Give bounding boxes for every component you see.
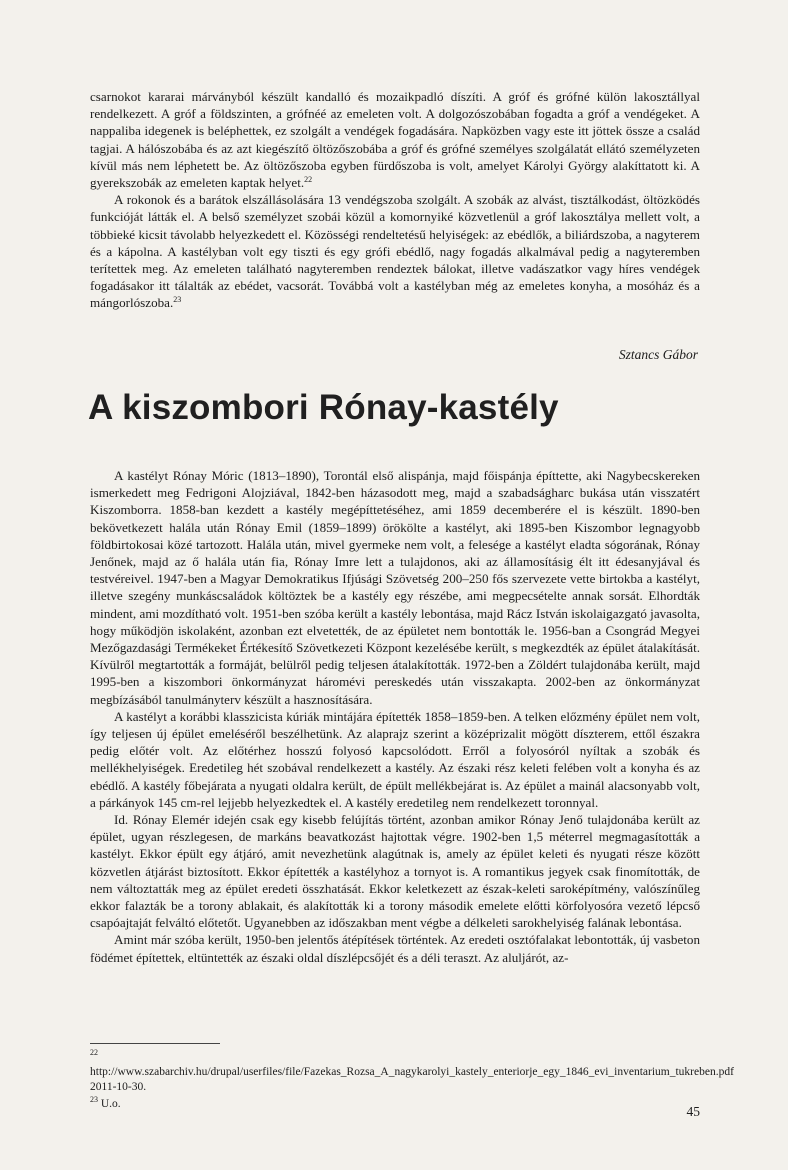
- paragraph: A kastélyt Rónay Móric (1813–1890), Torontál első alispánja, majd főispánja építtette, aki Nagybecskereken ismerkedett meg Fedrigoni Alojziával, 1842-ben házasodott meg, majd a szabadságharc bukása után visszatért Kiszomborra. 1858-ban kezdett a kastély megépíttetéséhez, ami 1859 decemberére el is készült. 1890-ben bekövetkezett halála után Rónay Emil (1859–1899) örökölte a kastélyt, aki 1895-ben Kiszombor legnagyobb földbirtokosai közé tartozott. Halála után, mivel gyermeke nem volt, a felesége a kastélyt eladta sógorának, Rónay Jenőnek, majd az ő halála után fia, Rónay Imre lett a tulajdonos, aki az államosításig élt itt édesanyjával és testvéreivel. 1947-ben a Magyar Demokratikus Ifjúsági Szövetség 200–250 fős szervezete vette birtokba a kastélyt, illetve szegény munkáscsaládok költöztek be a kastély egy részébe, ami megpecsételte annak sorsát. Elhordták mindent, ami mozdítható volt. 1951-ben szóba került a kastély lebontása, majd Rácz István iskolaigazgató javasolta, hogy működjön iskolaként, azonban ezt elvetették, de az épületet nem bontották le. 1956-ban a Csongrád Megyei Mezőgazdasági Termékeket Értékesítő Szövetkezeti Központ kezelésébe került, s megkezdték az épület átalakítását. Kívülről megtartották a formáját, belülről pedig teljesen átalakították. 1972-ben a Zöldért tulajdonába került, majd 1995-ben a kiszombori önkormányzat háromévi pereskedés után visszakapta. 2002-ben az önkormányzat megbízásából tanulmányterv készült a hasznosítására.: [90, 468, 700, 707]
- page-number: 45: [686, 1104, 700, 1119]
- section-heading: A kiszombori Rónay-kastély: [88, 388, 559, 427]
- footnotes: [90, 1048, 734, 1114]
- paragraph: A rokonok és a barátok elszállásolására 13 vendégszoba szolgált. A szobák az alvást, tisztálkodást, öltözködés funkcióját látták el. A belső személyzet szobái közül a komornyiké közvetlenül a gróf lakosztálya mellett volt, a többieké kicsit távolabb helyezkedett el. Közösségi rendeltetésű helyiségek: az ebédlők, a biliárdszoba, a nagyterem és a kápolna. A kastélyban volt egy tiszti és egy grófi ebédlő, nagy fogadás alkalmával pedig a nagyteremben terítettek meg. Az emeleten található nagyteremben rendeztek bálokat, illetve vadászatkor vagy híres vendégek fogadásakor itt tálalták az ebédet, vacsorát. Továbbá volt a kastélyban még az emeletes konyha, a mosóház és a mángorlószoba.$^{23}$: [90, 192, 700, 311]
- author-signature: Sztancs Gábor: [618, 347, 698, 362]
- footnote-divider: [90, 1043, 220, 1044]
- top-text-block: [90, 88, 700, 312]
- paragraph: Id. Rónay Elemér idején csak egy kisebb felújítás történt, azonban amikor Rónay Jenő tulajdonába került az épület, ugyan részlegesen, de markáns beavatkozást hajtottak végre. 1902-ben 1,5 méterrel megmagasították a kastélyt. Ekkor épült egy átjáró, amit nevezhetünk alagútnak is, amely az épület keleti és nyugati része között közvetlen átjárást biztosított. Ekkor építették a kastélyhoz a tornyot is. A romantikus jegyek csak finomították, de nem változtatták meg az épület eredeti összhatását. Ekkor keletkezett az észak-keleti saroképítmény, valószínűleg ekkor falazták be a torony ablakait, és alakították ki a torony második emelete előtti körfolyosóra vezető lépcső csapóajtaját felváltó előtetőt. Ugyanebben az időszakban ment végbe a délkeleti sarokhelyiség falának lebontása.: [90, 812, 700, 931]
- paragraph: A kastélyt a korábbi klasszicista kúriák mintájára építették 1858–1859-ben. A telken előzmény épület nem volt, így teljesen új épület emeléséről beszélhetünk. Az alaprajz szerint a középrizalit mögött díszterem, ettől északra pedig előtér volt. Az előtérhez hosszú folyosó kapcsolódott. Erről a folyosóról nyíltak a szobák és mellékhelyiségek. Eredetileg hét szobával rendelkezett a kastély. Az északi rész keleti felében volt a konyha és az ebédlő. A kastély főbejárata a nyugati oldalra került, de épült mellékbejárat is. Az épület a mainál alacsonyabb volt, a párkányok 145 cm-rel lejjebb helyezkedtek el. A kastély eredetileg nem rendelkezett toronnyal.: [90, 708, 700, 810]
- footnote: [90, 1097, 702, 1112]
- paragraph: Amint már szóba került, 1950-ben jelentős átépítések történtek. Az eredeti osztófalakat lebontották, új vasbeton födémet építettek, eltüntették az északi oldal díszlépcsőjét és a déli teraszt. Az aluljárót, az-: [90, 932, 700, 965]
- footnote-text: http://www.szabarchiv.hu/drupal/userfiles/file/Fazekas_Rozsa_A_nagykarolyi_kastely_enteriorje_egy_1846_evi_inventarium_tukreben.pdf 2011-10-30.: [90, 1066, 734, 1093]
- footnote-ref: 22: [304, 175, 313, 185]
- footnote-text: U.o.: [100, 1098, 121, 1110]
- footnote-number: 22: [90, 1048, 98, 1057]
- paragraph: csarnokot kararai márványból készült kandalló és mozaikpadló díszíti. A gróf és grófné külön lakosztállyal rendelkezett. A gróf a földszinten, a grófnéé az emeleten volt. A dolgozószobában fogadta a gróf a vendégeket. A nappaliba idegenek is beléphettek, ez szolgált a vendégek fogadására. Napközben vagy este itt jöttek össze a család tagjai. A hálószobába és az azt kiegészítő öltözőszobába a gróf és grófné személyes szolgálatát ellátó személyzeten kívül más nem léphetett be. Az öltözőszoba egyben fürdőszoba is volt, amelyet Károlyi György alakíttatott ki. A gyerekszobák az emeleten kaptak helyet.$^{22}$: [90, 89, 700, 191]
- footnote-number: 23: [90, 1095, 98, 1104]
- footnote: [90, 1048, 734, 1095]
- footnote-ref: 23: [173, 295, 182, 305]
- main-text-block: [90, 467, 700, 966]
